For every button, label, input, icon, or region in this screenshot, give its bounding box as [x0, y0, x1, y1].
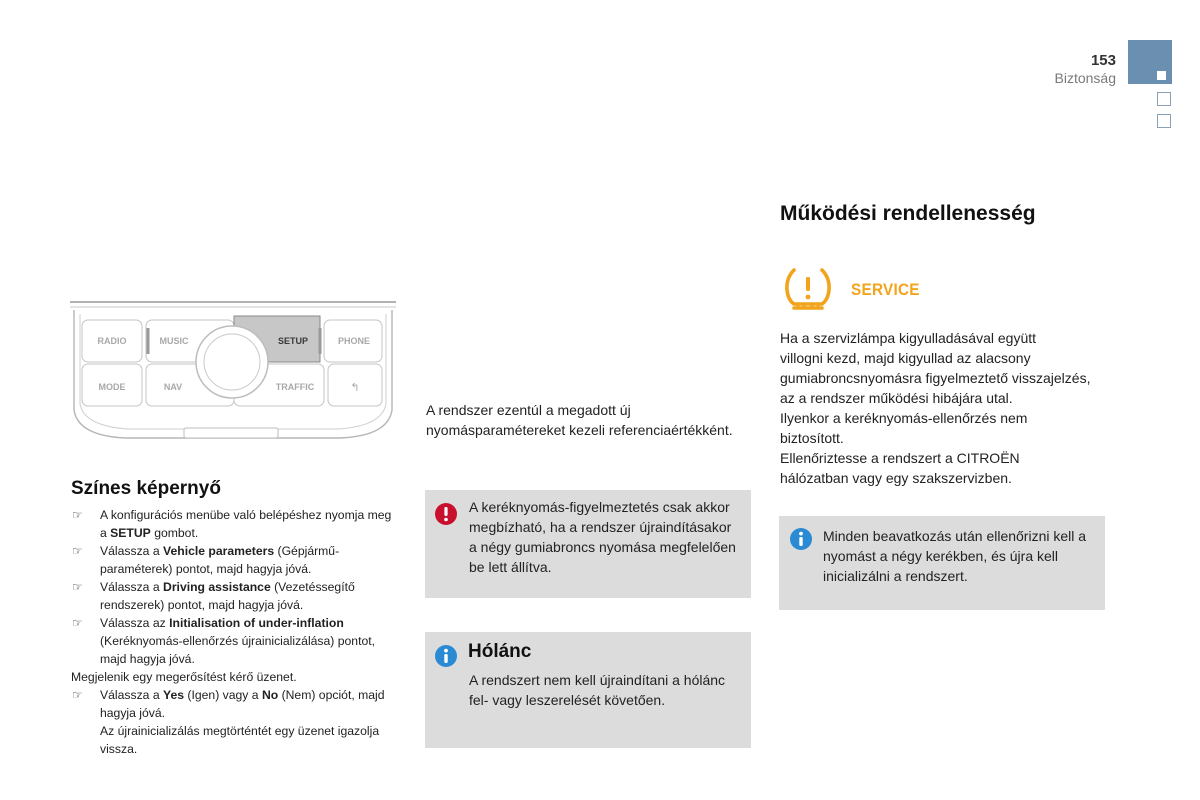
radio-label-music: MUSIC: [159, 336, 189, 346]
step-5: ☞ Válassza a Yes (Igen) vagy a No (Nem) opciót, majd hagyja jóvá.: [72, 688, 385, 720]
bullet-hand-icon: ☞: [72, 616, 83, 630]
info-icon: [435, 645, 457, 667]
bullet-hand-icon: ☞: [72, 508, 83, 522]
bullet-hand-icon: ☞: [72, 580, 83, 594]
info-icon: [790, 528, 812, 550]
info-note-text: Minden beavatkozás után ellenőrizni kell a nyomást a négy kerékben, és újra kell inicializálni a rendszert.: [823, 528, 1087, 584]
radio-label-nav: NAV: [163, 382, 183, 392]
step-2: ☞ Válassza a Vehicle parameters (Gépjármű-paraméterek) pontot, majd hagyja jóvá.: [72, 544, 340, 576]
setup-steps-list: [71, 506, 401, 758]
final-message: Az újrainicializálás megtörténtét egy üzenet igazolja vissza.: [100, 724, 380, 756]
malfunction-line: Ilyenkor a keréknyomás-ellenőrzés nem: [780, 410, 1028, 426]
step-4: ☞ Válassza az Initialisation of under-inflation (Keréknyomás-ellenőrzés újrainicializálása) pontot, majd hagyja jóvá.: [72, 616, 376, 666]
malfunction-line: gumiabroncsnyomásra figyelmeztető visszajelzés,: [780, 370, 1091, 386]
malfunction-paragraph: [780, 328, 1115, 488]
radio-label-phone: PHONE: [337, 336, 371, 346]
tyre-pressure-warning-icon: [782, 266, 834, 312]
warning-icon: [435, 503, 457, 525]
malfunction-line: hálózatban vagy egy szakszervizben.: [780, 470, 1012, 486]
radio-label-mode: MODE: [98, 382, 126, 392]
left-section-title: Színes képernyő: [71, 478, 221, 499]
malfunction-line: az a rendszer működési hibájára utal.: [780, 390, 1013, 406]
section-name: Biztonság: [1054, 70, 1116, 86]
snow-chain-title: Hólánc: [468, 641, 532, 662]
warning-note-text: A keréknyomás-figyelmeztetés csak akkor megbízható, ha a rendszer újraindításakor a négy gumiabroncs nyomása megfelelően be lett állítva.: [469, 499, 736, 575]
radio-label-traffic: TRAFFIC: [275, 382, 315, 392]
bullet-hand-icon: ☞: [72, 544, 83, 558]
step-1: ☞ A konfigurációs menübe való belépéshez nyomja meg a SETUP gombot.: [72, 508, 392, 540]
malfunction-line: villogni kezd, majd kigyullad az alacsony: [780, 350, 1031, 366]
snow-chain-text: A rendszert nem kell újraindítani a hólánc fel- vagy leszerelését követően.: [469, 672, 726, 708]
chapter-tab-marker: [1157, 71, 1166, 80]
chapter-tab-box-2: [1157, 114, 1171, 128]
page-number: 153: [1090, 52, 1116, 69]
radio-label-back-icon: ↰: [350, 381, 360, 394]
malfunction-line: Ellenőriztesse a rendszert a CITROËN: [780, 450, 1020, 466]
malfunction-line: Ha a szervizlámpa kigyulladásával együtt: [780, 330, 1037, 346]
step-3: ☞ Válassza a Driving assistance (Vezetéssegítő rendszerek) pontot, majd hagyja jóvá.: [72, 580, 355, 612]
radio-panel-illustration: [66, 298, 400, 450]
reference-paragraph: A rendszer ezentúl a megadott új nyomásparamétereket kezeli referenciaértékként.: [426, 402, 733, 438]
radio-label-radio: RADIO: [97, 336, 127, 346]
right-section-title: Működési rendellenesség: [780, 202, 1036, 225]
chapter-tab-box-1: [1157, 92, 1171, 106]
confirm-message: Megjelenik egy megerősítést kérő üzenet.: [71, 670, 297, 684]
service-warning-label: SERVICE: [851, 280, 920, 299]
bullet-hand-icon: ☞: [72, 688, 83, 702]
radio-label-setup: SETUP: [277, 336, 309, 346]
malfunction-line: biztosított.: [780, 430, 844, 446]
